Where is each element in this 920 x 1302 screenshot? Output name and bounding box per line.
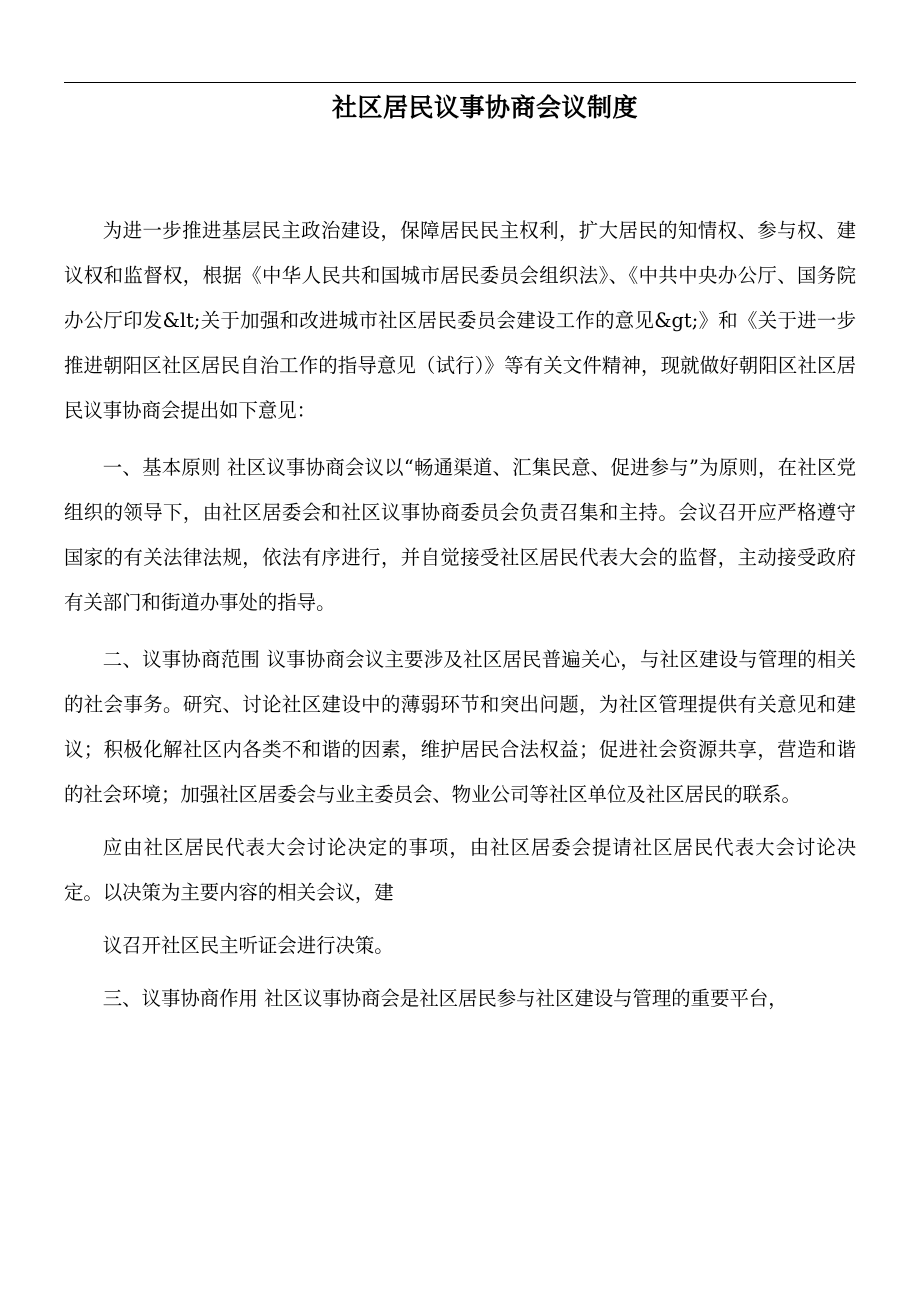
paragraph-consultation-role: 三、议事协商作用 社区议事协商会是社区居民参与社区建设与管理的重要平台，: [102, 987, 788, 1010]
paragraph-intro: 为进一步推进基层民主政治建设，保障居民民主权利，扩大居民的知情权、参与权、建议权和监督权，根据《中华人民共和国城市居民委员会组织法》、《中共中央办公厅、国务院办公厅印发&lt;关于加强和改进城市社区居民委员会建设工作的意见&gt;》和《关于进一步推进朝阳区社区居民自治工作的指导意见（试行）》等有关文件精神，现就做好朝阳区社区居民议事协商会提出如下意见：: [64, 219, 856, 422]
header-rule: [64, 82, 856, 83]
document-body: [64, 208, 856, 1021]
paragraph-basic-principles: 一、基本原则 社区议事协商会议以“畅通渠道、汇集民意、促进参与”为原则，在社区党组织的领导下，由社区居委会和社区议事协商委员会负责召集和主持。会议召开应严格遵守国家的有关法律法规，依法有序进行，并自觉接受社区居民代表大会的监督，主动接受政府有关部门和街道办事处的指导。: [64, 456, 856, 614]
paragraph-hearing: 议召开社区民主听证会进行决策。: [102, 934, 394, 957]
paragraph-consultation-scope: 二、议事协商范围 议事协商会议主要涉及社区居民普遍关心，与社区建设与管理的相关的社会事务。研究、讨论社区建设中的薄弱环节和突出问题，为社区管理提供有关意见和建议；积极化解社区内各类不和谐的因素，维护居民合法权益；促进社会资源共享，营造和谐的社会环境；加强社区居委会与业主委员会、物业公司等社区单位及社区居民的联系。: [64, 648, 856, 806]
paragraph-decision-matters: 应由社区居民代表大会讨论决定的事项，由社区居委会提请社区居民代表大会讨论决定。以决策为主要内容的相关会议，建: [64, 836, 856, 904]
document-title: 社区居民议事协商会议制度: [331, 93, 638, 122]
